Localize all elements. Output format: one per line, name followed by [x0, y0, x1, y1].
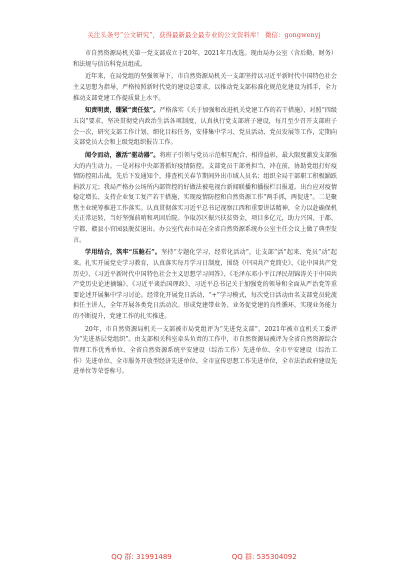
paragraph-lead-heading: 知责明责，绷紧“责任弦”。 [85, 107, 160, 115]
paragraph-text: 将班子引领与党员示范相互配合、相得益彰，最大限度激发支部强大的内生动力。一是对标中央部署抓好疫情防控。支部党员干部勇担当、冲在前，协助党组打好疫情防控阻击战，先后下发通知个，排查机关春节期间外出市域人员名；组织全局干部职工积极踊跃捐款万元；我局严格办公场所内部管控的好做法被电视台新闻联播和播报栏目报道。出台应对疫情稳定增长、支持企业复工复产若干措施，实现疫情防控和自然资源工作“两手抓，两促进”。二是聚焦主业统筹推进工作落实。认真贯彻落实习近平总书记视察江西和重要讲话精神，全力以赴确保机关正常运转，当好坚强前哨和巩固后院。争取苏区振兴扶贫资金，项目多亿元，助力兴国、于都、宁都、赣县小官园县脱贫退出。办公室代表市局在全省自然资源系统办公室主任会议上做了典型发言。 [73, 151, 337, 244]
document-body [73, 49, 337, 380]
paragraph-overview [73, 72, 337, 104]
paragraph-lead-heading: 闻令而动，激活“驱动器”。 [85, 151, 160, 159]
paragraph-text: 严格落实《关于加强和改进机关党建工作的若干措施》，对照“四级五岗”要求，坚决贯彻党内政治生活各项制度，认真执行党支部班子建设，每月至少召开支部班子会一次，研究支部工作计划、细化目标任务，安排集中学习、党员活动、党员发展等工作，定期向支部党员大会和上级党组织报告工作。 [73, 107, 337, 147]
qq-group-1: QQ 群: 31991489 [111, 553, 172, 561]
paragraph-action [73, 151, 337, 246]
paragraph-text: 20年，市自然资源局机关一支部被市局党组评为“先进党支部”，2021年被市直机关工委评为“先进基层党组织”。由支部相关科室牵头负责的工作中，市自然资源局被评为全省自然资源综合管理工作优秀单位、全省自然资源系统平安建设（综治工作）先进单位、全市平安建设（综治工作）先进单位、全市服务开放型经济先进单位、全市宣传思想工作先进单位，全市法治政府建设先进单位等荣誉称号。 [73, 325, 337, 376]
page-footer [0, 552, 408, 562]
qq-group-2: QQ 群: 535304092 [231, 553, 297, 561]
paragraph-text: 市自然资源局机关第一党支部成立于20年，2021年月改选。现由局办公室（含后勤、财务）和法规与信访科党员组成。 [73, 50, 337, 68]
paragraph-learning [73, 248, 337, 322]
paragraph-lead-heading: 学用结合，筑牢“压舱石”。 [85, 249, 162, 257]
paragraph-honors [73, 325, 337, 378]
paragraph-responsibility [73, 106, 337, 148]
paragraph-intro [73, 49, 337, 70]
paragraph-text: 坚持“专题化学习，经常化活动”，让支部“活”起来、党员“动”起来。扎实开展党史学习教育，认真落实每月学习日制度，围绕《中国共产党简史》、《论中国共产党历史》、《习近平新时代中国特色社会主义思想学习问答》、《毛泽东邓小平江泽民胡锦涛关于中国共产党历史论述摘编》、《习近平谈治国理政》、习近平总书记关于加强党的领导和全面从严治党等重要论述开展集中学习讨论。经常化开展党日活动，“+”学习模式，每次党日活动由名支部党员轮流担任主讲人，全年开展各类党日活动次。形成党建带业务、业务促党建的良性循环，实现业务能力的不断提升，党建工作的扎实推进。 [73, 249, 337, 320]
paragraph-text: 近年来，在局党组的坚强领导下，市自然资源局机关一支部坚持以习近平新时代中国特色社会主义思想为指导，严格按照新时代党的建设总要求，以推动党支部标准化规范化建设为抓手，全力推动支部党建工作提质量上水平。 [73, 73, 337, 102]
page-header-banner: 关注头条号“公文研究”，获得最新最全最专业的公文资料库！ 微信：gongwenyj [87, 31, 321, 39]
